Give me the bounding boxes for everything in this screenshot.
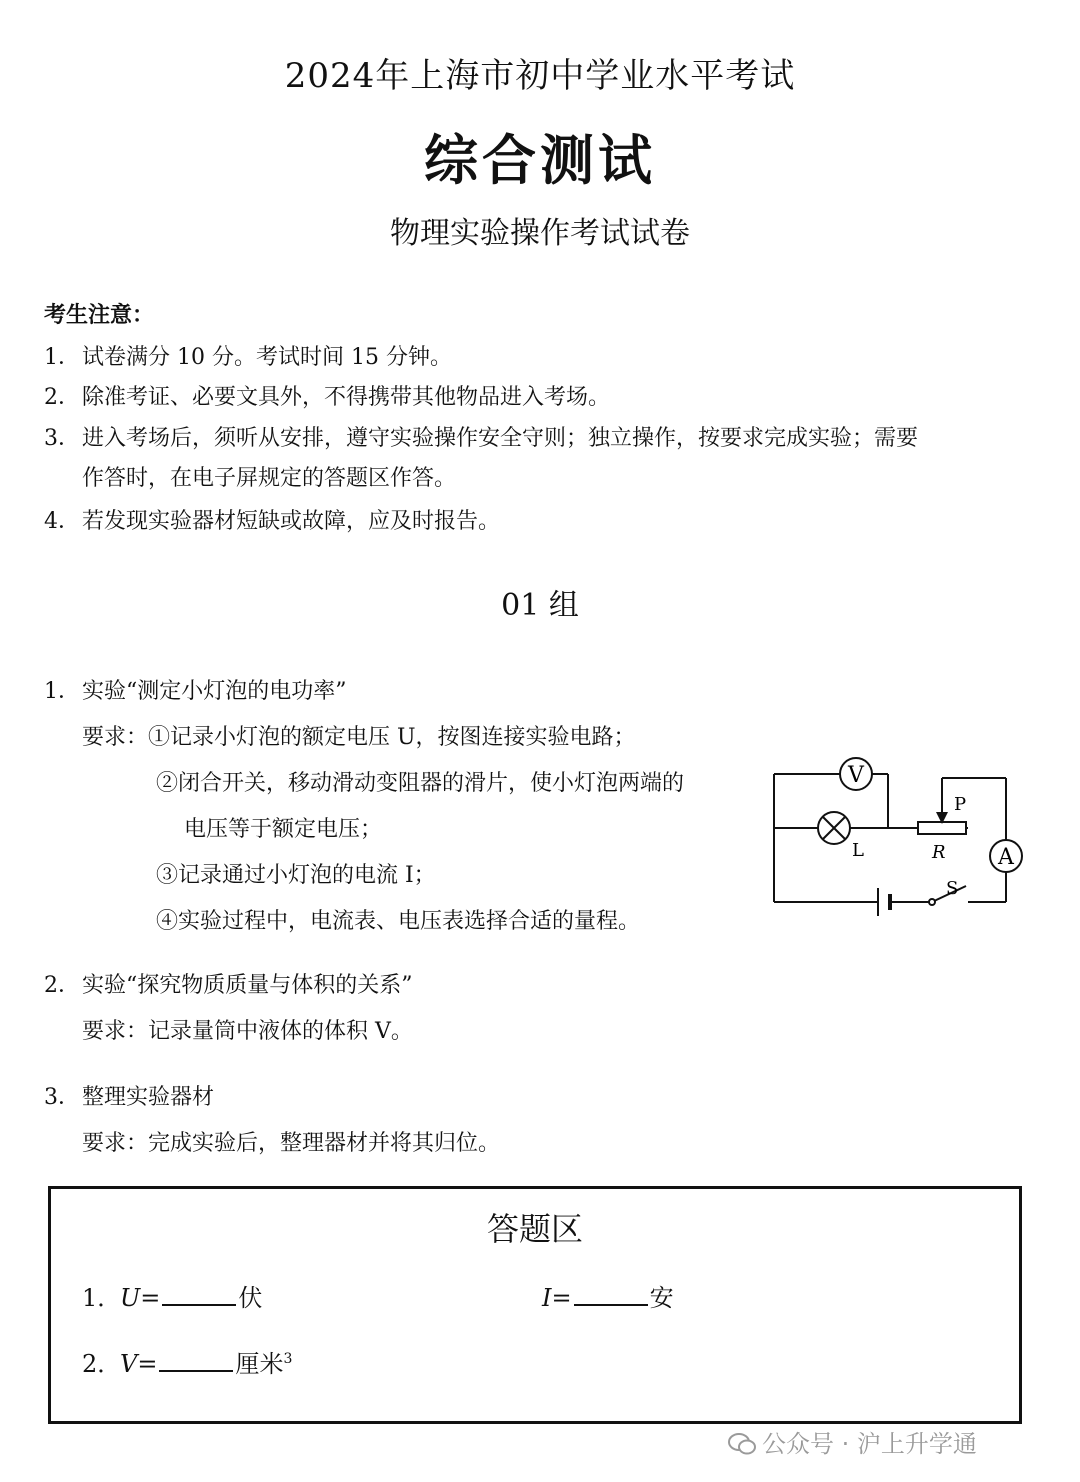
question-1-req-3: ③记录通过小灯泡的电流 I； [156,863,436,888]
question-3-title: 3．整理实验器材 [44,1085,215,1110]
main-title: 综合测试 [424,129,656,192]
question-1-req-4: ④实验过程中，电流表、电压表选择合适的量程。 [156,909,641,934]
question-1-title: 1．实验“测定小灯泡的电功率” [44,679,347,704]
rheostat-label: R [932,842,946,863]
watermark: 公众号 · 沪上升学通 [728,1424,977,1459]
lamp-label: L [852,840,864,861]
notice-item: 1．试卷满分 10 分。考试时间 15 分钟。 [44,345,452,370]
notice-item-continued: 作答时，在电子屏规定的答题区作答。 [82,466,457,491]
ammeter-label: A [998,845,1014,870]
answer-blank-v[interactable] [159,1350,233,1372]
question-1-req-2: ②闭合开关，移动滑动变阻器的滑片，使小灯泡两端的 [156,771,685,796]
answer-blank-u[interactable] [162,1284,236,1306]
answer-row-1-left: 1．U= 伏 [82,1284,263,1312]
notice-item: 3．进入考场后，须听从安排，遵守实验操作安全守则；独立操作，按要求完成实验；需要 [44,426,919,451]
sub-title: 物理实验操作考试试卷 [390,216,690,251]
answer-row-1-right: I= 安 [542,1284,674,1312]
question-2-req: 要求：记录量筒中液体的体积 V。 [82,1019,413,1044]
slider-label: P [954,794,967,815]
group-label: 01 组 [501,588,579,623]
exam-title: 2024年上海市初中学业水平考试 [284,56,796,96]
answer-area-title: 答题区 [486,1210,583,1248]
question-1-req-1: 要求：①记录小灯泡的额定电压 U，按图连接实验电路； [82,725,636,750]
answer-blank-i[interactable] [574,1284,648,1306]
notice-item: 4．若发现实验器材短缺或故障，应及时报告。 [44,509,501,534]
wechat-icon [728,1432,756,1456]
switch-symbol [929,899,935,905]
switch-label: S [946,878,959,899]
circuit-diagram [760,752,1040,928]
notice-heading: 考生注意： [44,303,155,328]
question-2-title: 2．实验“探究物质质量与体积的关系” [44,973,413,998]
notice-item: 2．除准考证、必要文具外，不得携带其他物品进入考场。 [44,385,611,410]
voltmeter-label: V [848,763,864,788]
answer-row-2: 2．V= 厘米$^3$ [82,1350,293,1378]
question-3-req: 要求：完成实验后，整理器材并将其归位。 [82,1131,501,1156]
question-1-req-2-cont: 电压等于额定电压； [184,817,383,842]
